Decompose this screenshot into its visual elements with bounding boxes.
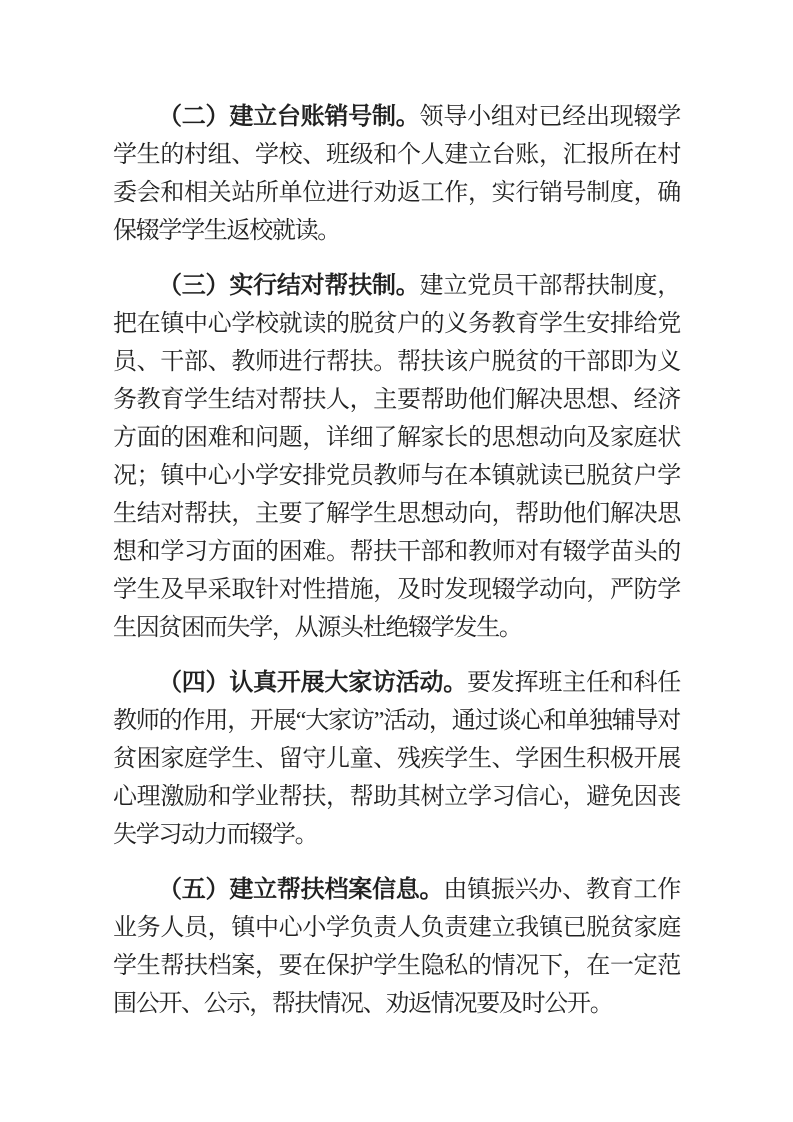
paragraph-3 xyxy=(113,267,680,647)
paragraph-2 xyxy=(113,98,680,250)
paragraph-4 xyxy=(113,664,680,854)
paragraph-5-lead: （五）建立帮扶档案信息。 xyxy=(158,877,444,903)
paragraph-5-body: 由镇振兴办、教育工作业务人员，镇中心小学负责人负责建立我镇已脱贫家庭学生帮扶档案，要在保护学生隐私的情况下，在一定范围公开、公示，帮扶情况、劝返情况要及时公开。 xyxy=(113,877,680,1017)
paragraph-4-lead: （四）认真开展大家访活动。 xyxy=(158,670,468,696)
paragraph-2-lead: （二）建立台账销号制。 xyxy=(158,104,420,130)
paragraph-2-body: 领导小组对已经出现辍学学生的村组、学校、班级和个人建立台账，汇报所在村委会和相关站所单位进行劝返工作，实行销号制度，确保辍学学生返校就读。 xyxy=(113,104,681,244)
paragraph-4-body: 要发挥班主任和科任教师的作用，开展“大家访”活动，通过谈心和单独辅导对贫困家庭学生、留守儿童、残疾学生、学困生积极开展心理激励和学业帮扶，帮助其树立学习信心，避免因丧失学习动力而辍学。 xyxy=(113,670,680,848)
paragraph-3-lead: （三）实行结对帮扶制。 xyxy=(158,273,420,299)
paragraph-3-body: 建立党员干部帮扶制度，把在镇中心学校就读的脱贫户的义务教育学生安排给党员、干部、教师进行帮扶。帮扶该户脱贫的干部即为义务教育学生结对帮扶人，主要帮助他们解决思想、经济方面的困难和问题，详细了解家长的思想动向及家庭状况；镇中心小学安排党员教师与在本镇就读已脱贫户学生结对帮扶，主要了解学生思想动向，帮助他们解决思想和学习方面的困难。帮扶干部和教师对有辍学苗头的学生及早采取针对性措施，及时发现辍学动向，严防学生因贫困而失学，从源头杜绝辍学发生。 xyxy=(113,273,681,641)
paragraph-5 xyxy=(113,871,680,1023)
